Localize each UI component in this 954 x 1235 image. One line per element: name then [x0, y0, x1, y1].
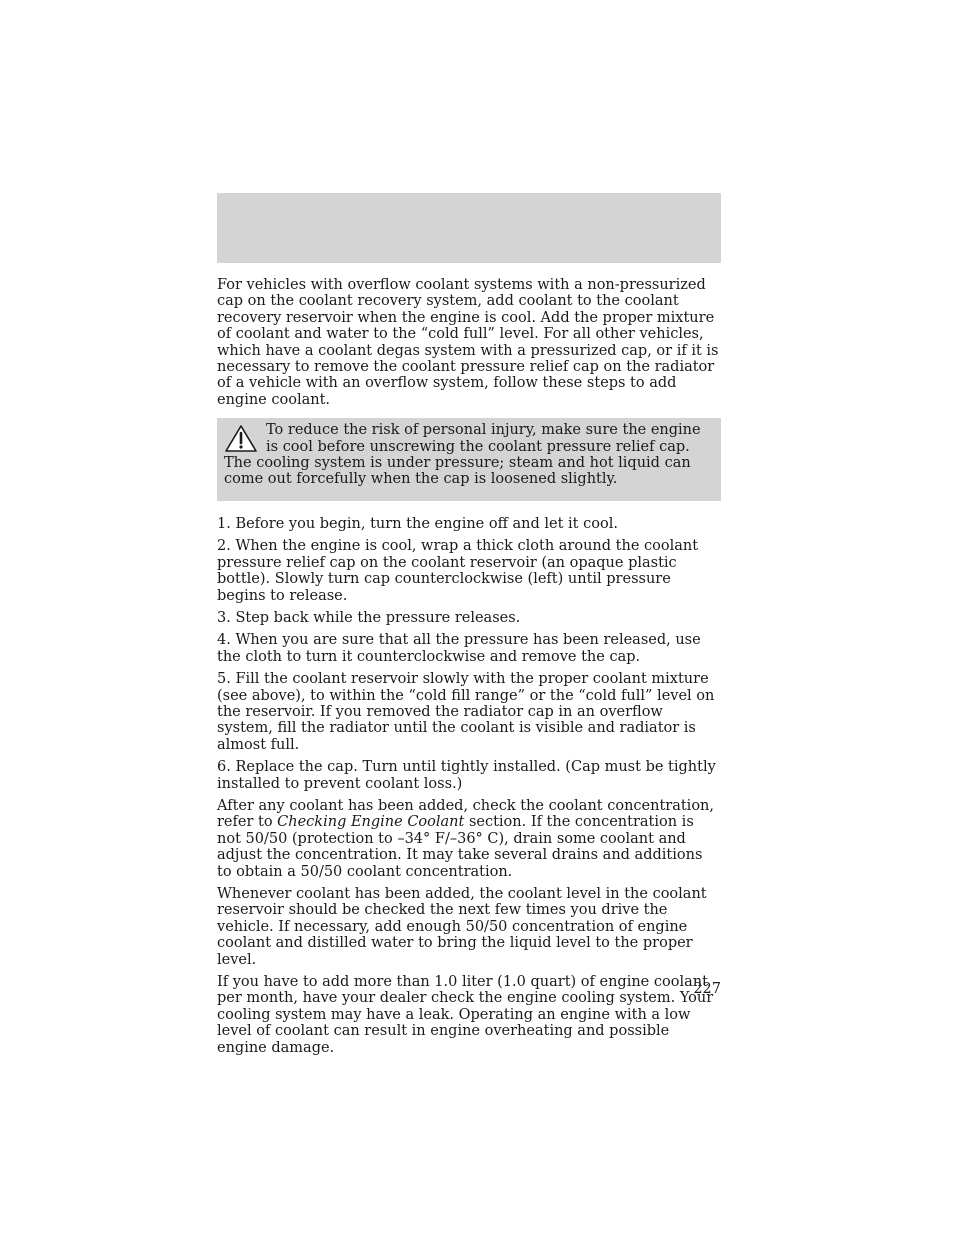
page-number: 227	[693, 981, 721, 997]
step-1: 1. Before you begin, turn the engine off and let it cool.	[217, 515, 618, 532]
section-header-band	[217, 193, 721, 263]
followup-paragraph: Whenever coolant has been added, the coolant level in the coolant reservoir should be checked the next few times you drive the vehicle. If necessary, add enough 50/50 concentration of engine coolant and distilled water to bring the liquid level to the proper level.	[217, 886, 707, 968]
warning-triangle-icon	[224, 424, 258, 454]
page-content	[217, 277, 721, 1062]
step-6: 6. Replace the cap. Turn until tightly installed. (Cap must be tightly installed to prevent coolant loss.)	[217, 759, 716, 792]
intro-paragraph: For vehicles with overflow coolant systems with a non-pressurized cap on the coolant recovery system, add coolant to the coolant recovery reservoir when the engine is cool. Add the proper mixture of coolant and water to the “cold full” level. For all other vehicles, which have a coolant degas system with a pressurized cap, or if it is necessary to remove the coolant pressure relief cap on the radiator of a vehicle with an overflow system, follow these steps to add engine coolant.	[217, 277, 719, 408]
section-reference: Checking Engine Coolant	[277, 814, 465, 831]
warning-text: To reduce the risk of personal injury, make sure the engine is cool before unscrewing the coolant pressure relief cap. The cooling system is under pressure; steam and hot liquid can come out forcefully when the cap is loosened slightly.	[224, 422, 701, 488]
step-4: 4. When you are sure that all the pressure has been released, use the cloth to turn it counterclockwise and remove the cap.	[217, 632, 701, 665]
concentration-text-before: After any coolant has been added, check the coolant concentration, refer to	[217, 797, 714, 831]
leak-warning-paragraph: If you have to add more than 1.0 liter (1.0 quart) of engine coolant per month, have your dealer check the engine cooling system. Your cooling system may have a leak. Operating an engine with a low level of coolant can result in engine overheating and possible engine damage.	[217, 974, 714, 1056]
step-5: 5. Fill the coolant reservoir slowly with the proper coolant mixture (see above), to within the “cold fill range” or the “cold full” level on the reservoir. If you removed the radiator cap in an overflow system, fill the radiator until the coolant is visible and radiator is almost full.	[217, 671, 715, 753]
warning-box	[217, 418, 721, 501]
step-3: 3. Step back while the pressure releases.	[217, 609, 521, 626]
concentration-text-after: section. If the concentration is not 50/50 (protection to –34° F/–36° C), drain some coolant and adjust the concentration. It may take several drains and additions to obtain a 50/50 coolant concentration.	[217, 814, 703, 880]
concentration-paragraph	[217, 798, 721, 880]
step-2: 2. When the engine is cool, wrap a thick cloth around the coolant pressure relief cap on the coolant reservoir (an opaque plastic bottle). Slowly turn cap counterclockwise (left) until pressure begins to release.	[217, 538, 699, 604]
